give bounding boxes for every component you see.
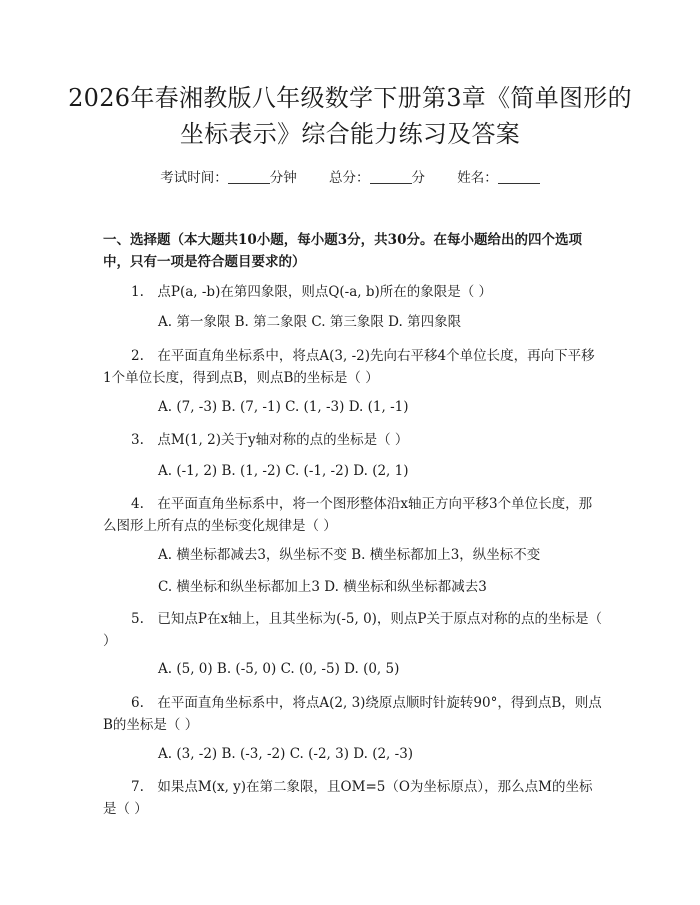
question-3-options: A. (-1, 2) B. (1, -2) C. (-1, -2) D. (2, 1) [158,463,409,479]
question-5-options: A. (5, 0) B. (-5, 0) C. (0, -5) D. (0, 5) [158,661,400,677]
question-6-options: A. (3, -2) B. (-3, -2) C. (-2, 3) D. (2, -3) [158,746,414,762]
question-1: 1. 点P(a, -b)在第四象限，则点Q(-a, b)所在的象限是（ ） [131,284,493,300]
question-3: 3. 点M(1, 2)关于y轴对称的点的坐标是（ ） [131,432,409,448]
exam-time-unit: 分钟 [269,170,297,186]
question-4-options-line1: A. 横坐标都减去3，纵坐标不变 B. 横坐标都加上3，纵坐标不变 [158,547,541,563]
total-score [329,170,425,186]
score-blank [370,170,412,184]
question-5: 5. 已知点P在x轴上，且其坐标为(-5, 0)，则点P关于原点对称的点的坐标是（ ） [103,611,603,649]
question-4: 4. 在平面直角坐标系中，将一个图形整体沿x轴正方向平移3个单位长度，那么图形上所有点的坐标变化规律是（ ） [103,496,593,534]
question-2-options: A. (7, -3) B. (7, -1) C. (1, -3) D. (1, -1) [158,399,409,415]
document-title: 2026年春湘教版八年级数学下册第3章《简单图形的坐标表示》综合能力练习及答案 [68,84,632,148]
exam-info [0,168,700,188]
student-name [457,170,540,186]
score-label: 总分： [329,170,370,186]
section-heading: 一、选择题（本大题共10小题，每小题3分，共30分。在每小题给出的四个选项中，只有一项是符合题目要求的） [103,232,582,270]
question-6: 6. 在平面直角坐标系中，将点A(2, 3)绕原点顺时针旋转90°，得到点B，则点B的坐标是（ ） [103,695,602,733]
exam-time [160,170,297,186]
name-blank [498,170,540,184]
question-4-options-line2: C. 横坐标和纵坐标都加上3 D. 横坐标和纵坐标都减去3 [158,579,487,595]
question-2: 2. 在平面直角坐标系中，将点A(3, -2)先向右平移4个单位长度，再向下平移1个单位长度，得到点B，则点B的坐标是（ ） [103,348,595,386]
exam-time-blank [228,170,270,184]
name-label: 姓名： [457,170,498,186]
question-1-options: A. 第一象限 B. 第二象限 C. 第三象限 D. 第四象限 [158,314,462,330]
question-7: 7. 如果点M(x, y)在第二象限，且OM=5（O为坐标原点），那么点M的坐标是（ ） [103,779,593,817]
score-unit: 分 [411,170,425,186]
exam-time-label: 考试时间： [160,170,228,186]
